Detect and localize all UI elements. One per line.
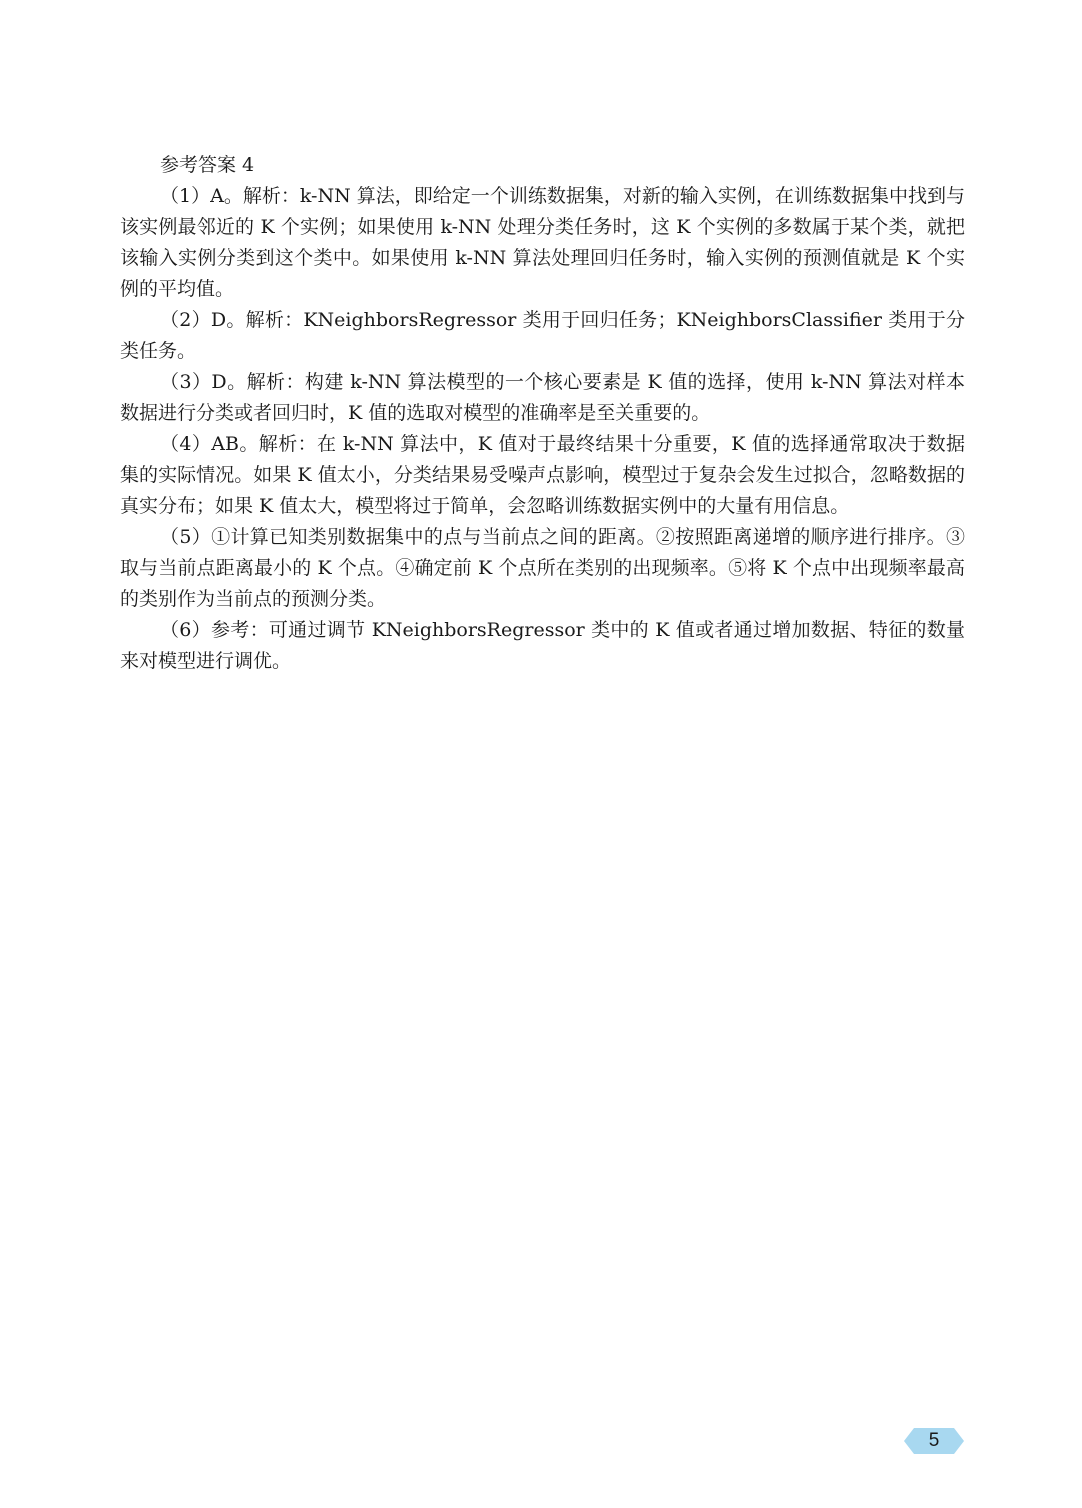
section-heading: 参考答案 4	[160, 154, 255, 176]
answer-paragraph-6: （6）参考：可通过调节 KNeighborsRegressor 类中的 K 值或者通过增加数据、特征的数量来对模型进行调优。	[120, 619, 965, 672]
page-number-badge	[904, 1428, 964, 1454]
answer-paragraph-4: （4）AB。解析：在 k-NN 算法中，K 值对于最终结果十分重要，K 值的选择通常取决于数据集的实际情况。如果 K 值太小，分类结果易受噪声点影响，模型过于复杂会发生过拟合，忽略数据的真实分布；如果 K 值太大，模型将过于简单，会忽略训练数据实例中的大量有用信息。	[120, 433, 965, 517]
answer-paragraph-1: （1）A。解析：k-NN 算法，即给定一个训练数据集，对新的输入实例，在训练数据集中找到与该实例最邻近的 K 个实例；如果使用 k-NN 处理分类任务时，这 K 个实例的多数属于某个类，就把该输入实例分类到这个类中。如果使用 k-NN 算法处理回归任务时，输入实例的预测值就是 K 个实例的平均值。	[120, 185, 965, 300]
answer-paragraph-3: （3）D。解析：构建 k-NN 算法模型的一个核心要素是 K 值的选择，使用 k-NN 算法对样本数据进行分类或者回归时，K 值的选取对模型的准确率是至关重要的。	[120, 371, 965, 424]
answer-section	[120, 150, 965, 677]
answer-paragraph-5: （5）①计算已知类别数据集中的点与当前点之间的距离。②按照距离递增的顺序进行排序。③取与当前点距离最小的 K 个点。④确定前 K 个点所在类别的出现频率。⑤将 K 个点中出现频率最高的类别作为当前点的预测分类。	[120, 526, 965, 610]
answer-paragraph-2: （2）D。解析：KNeighborsRegressor 类用于回归任务；KNeighborsClassifier 类用于分类任务。	[120, 309, 965, 362]
page-number: 5	[928, 1430, 940, 1451]
